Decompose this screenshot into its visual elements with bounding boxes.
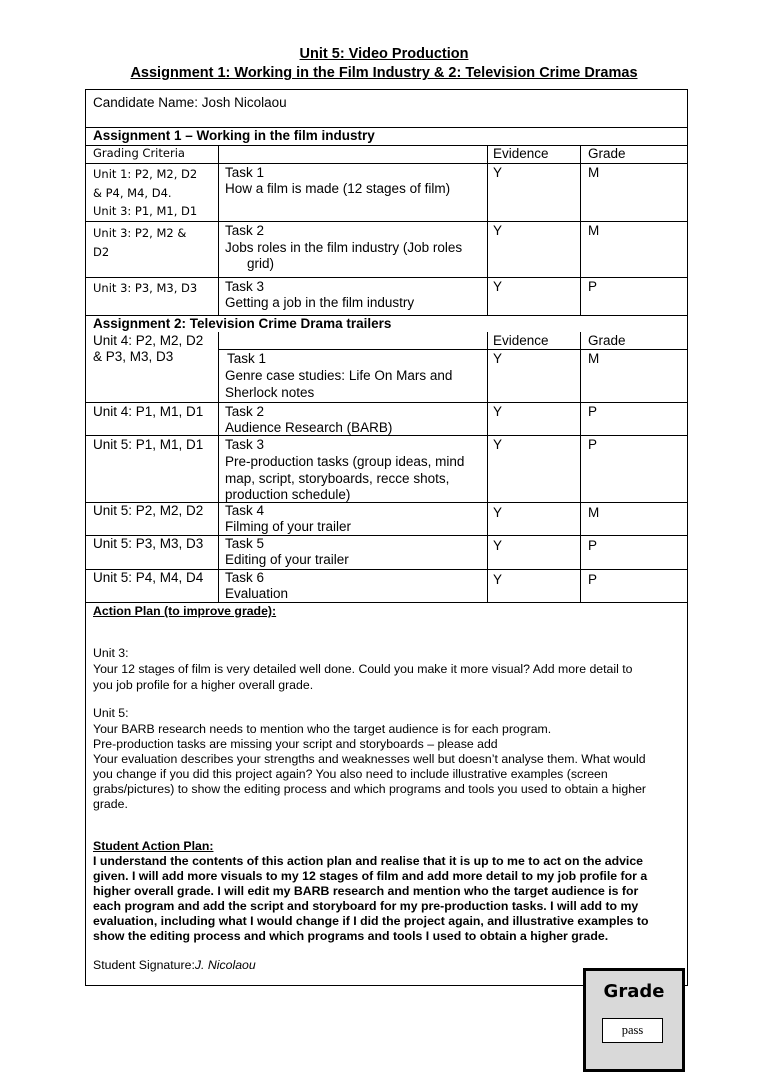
student-plan-line: each program and add the script and storyboard for my pre-production tasks. I will add to my — [93, 899, 639, 913]
a1-row3-criteria-line: Unit 3: P3, M3, D3 — [93, 281, 198, 295]
a1-row2-evidence: Y — [493, 223, 503, 238]
a1-row2-grade: M — [588, 223, 600, 238]
column-divider — [580, 145, 581, 315]
a1-row1-task-line: Task 1 — [225, 165, 265, 180]
row-divider — [85, 602, 688, 603]
a2-row6-task-line: Evaluation — [225, 586, 289, 601]
student-plan-line: evaluation, including what I would change if I did the project again, and illustrative examples to — [93, 914, 649, 928]
a2-row3-grade: P — [588, 437, 598, 452]
document-title: Unit 5: Video Production — [299, 46, 469, 62]
assignment1-heading: Assignment 1 – Working in the film industry — [93, 128, 375, 143]
a2-row2-task-line: Task 2 — [225, 404, 265, 419]
grade-header: Grade — [588, 333, 626, 348]
action-plan-line: grabs/pictures) to show the editing process and which programs and tools you used to obtain a higher — [93, 782, 646, 796]
a1-row1-criteria-line: & P4, M4, D4. — [93, 186, 172, 200]
a1-row3-grade: P — [588, 279, 598, 294]
student-plan-line: show the editing process and which programs and tools I used to obtain a higher grade. — [93, 929, 609, 943]
a2-row4-criteria-line: Unit 5: P2, M2, D2 — [93, 503, 204, 518]
a2-row1-evidence: Y — [493, 351, 503, 366]
a2-row4-task-line: Task 4 — [225, 503, 265, 518]
student-plan-line: higher overall grade. I will edit my BARB research and mention who the target audience is for — [93, 884, 639, 898]
student-signature — [93, 958, 256, 973]
a1-row1-evidence: Y — [493, 165, 503, 180]
a2-row1-task-line: Sherlock notes — [225, 385, 315, 400]
a1-row2-criteria-line: Unit 3: P2, M2 & — [93, 226, 187, 240]
a2-row2-evidence: Y — [493, 404, 503, 419]
a2-row4-evidence: Y — [493, 505, 503, 520]
action-plan-line: Pre-production tasks are missing your script and storyboards – please add — [93, 737, 498, 751]
a2-row4-grade: M — [588, 505, 600, 520]
column-divider — [487, 145, 488, 315]
a2-row5-task-line: Editing of your trailer — [225, 552, 349, 567]
a2-row5-criteria-line: Unit 5: P3, M3, D3 — [93, 536, 204, 551]
a2-row1-task-line: Task 1 — [227, 351, 267, 366]
a2-row3-task-line: Task 3 — [225, 437, 265, 452]
a2-row1-task-line: Genre case studies: Life On Mars and — [225, 368, 453, 383]
a2-row3-task-line: production schedule) — [225, 487, 351, 502]
a2-row1-criteria-line: & P3, M3, D3 — [93, 349, 174, 364]
column-divider — [218, 145, 219, 315]
signature-label: Student Signature: — [93, 958, 195, 972]
a1-row1-criteria-line: Unit 1: P2, M2, D2 — [93, 167, 198, 181]
a2-row3-task-line: map, script, storyboards, recce shots, — [225, 471, 450, 486]
grade-box — [583, 968, 685, 1072]
a1-row1-grade: M — [588, 165, 600, 180]
a2-row6-evidence: Y — [493, 572, 503, 587]
row-divider — [85, 163, 688, 164]
a1-row1-task-line: How a film is made (12 stages of film) — [225, 181, 451, 196]
a2-row6-task-line: Task 6 — [225, 570, 265, 585]
grade-header: Grade — [588, 146, 626, 161]
signature-value: J. Nicolaou — [194, 958, 256, 972]
a1-row1-criteria-line: Unit 3: P1, M1, D1 — [93, 204, 198, 218]
a2-row2-grade: P — [588, 404, 598, 419]
candidate-name: Candidate Name: Josh Nicolaou — [93, 95, 287, 110]
a1-row2-task-line: Jobs roles in the film industry (Job roles — [225, 240, 463, 255]
action-plan-heading: Action Plan (to improve grade): — [93, 604, 277, 618]
action-plan-unit3-label: Unit 3: — [93, 646, 129, 660]
column-divider — [487, 332, 488, 602]
a1-row3-evidence: Y — [493, 279, 503, 294]
evidence-header: Evidence — [493, 333, 549, 348]
action-plan-line: you job profile for a higher overall grade. — [93, 678, 314, 692]
a1-row2-task-line: grid) — [247, 256, 275, 271]
document-subtitle: Assignment 1: Working in the Film Industry & 2: Television Crime Dramas — [130, 65, 638, 81]
action-plan-line: Your 12 stages of film is very detailed well done. Could you make it more visual? Add more detail to — [93, 662, 633, 676]
a2-row3-evidence: Y — [493, 437, 503, 452]
a2-row1-criteria-line: Unit 4: P2, M2, D2 — [93, 333, 204, 348]
a2-row1-grade: M — [588, 351, 600, 366]
a1-row2-criteria-line: D2 — [93, 245, 110, 259]
row-divider — [85, 277, 688, 278]
action-plan-line: Your evaluation describes your strengths and weaknesses well but doesn’t analyse them. What would — [93, 752, 646, 766]
a2-row3-task-line: Pre-production tasks (group ideas, mind — [225, 454, 465, 469]
a1-row2-task-line: Task 2 — [225, 223, 265, 238]
a1-row3-task-line: Task 3 — [225, 279, 265, 294]
grade-box-label: Grade — [603, 981, 665, 1002]
grading-criteria-header: Grading Criteria — [93, 146, 185, 160]
a2-row5-task-line: Task 5 — [225, 536, 265, 551]
a2-row5-grade: P — [588, 538, 598, 553]
a1-row3-task-line: Getting a job in the film industry — [225, 295, 415, 310]
action-plan-line: you change if you did this project again? You also need to include illustrative examples (screen — [93, 767, 608, 781]
grade-value: pass — [602, 1018, 663, 1043]
a2-row4-task-line: Filming of your trailer — [225, 519, 352, 534]
row-divider — [85, 221, 688, 222]
column-divider — [218, 332, 219, 602]
assignment2-heading: Assignment 2: Television Crime Drama trailers — [93, 316, 392, 331]
column-divider — [580, 332, 581, 602]
a2-row6-criteria-line: Unit 5: P4, M4, D4 — [93, 570, 204, 585]
action-plan-unit5-label: Unit 5: — [93, 706, 129, 720]
action-plan-line: Your BARB research needs to mention who the target audience is for each program. — [93, 722, 552, 736]
student-plan-line: given. I will add more visuals to my 12 stages of film and add more detail to my job profile for a — [93, 869, 648, 883]
row-divider — [85, 402, 688, 403]
a2-row2-task-line: Audience Research (BARB) — [225, 420, 393, 435]
evidence-header: Evidence — [493, 146, 549, 161]
a2-row3-criteria-line: Unit 5: P1, M1, D1 — [93, 437, 204, 452]
student-action-plan-heading: Student Action Plan: — [93, 839, 214, 853]
a2-row6-grade: P — [588, 572, 598, 587]
a2-row5-evidence: Y — [493, 538, 503, 553]
a2-row2-criteria-line: Unit 4: P1, M1, D1 — [93, 404, 204, 419]
student-plan-line: I understand the contents of this action plan and realise that it is up to me to act on the advice — [93, 854, 644, 868]
action-plan-line: grade. — [93, 797, 128, 811]
